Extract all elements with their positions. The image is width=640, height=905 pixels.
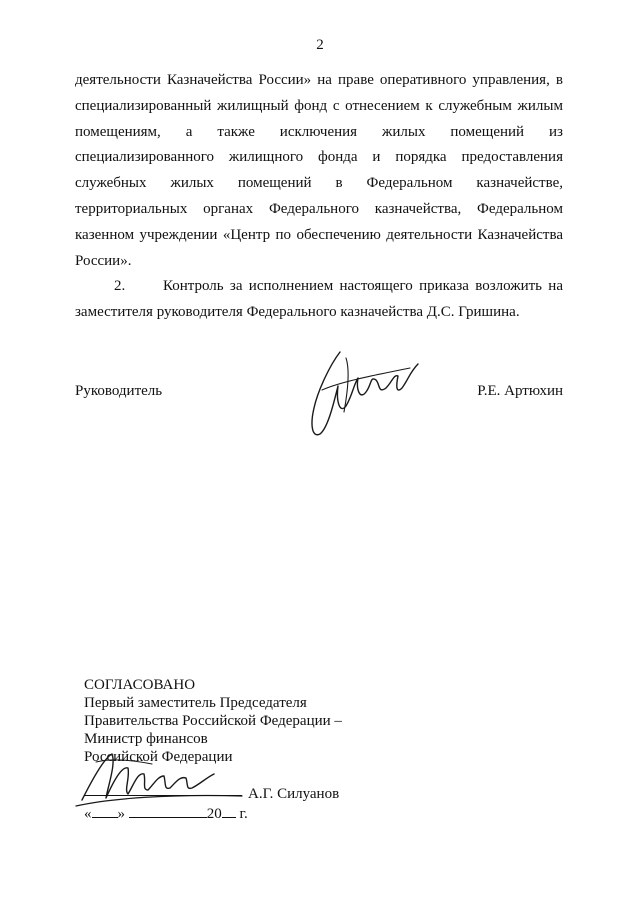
year-blank <box>222 805 236 818</box>
document-body <box>75 68 563 326</box>
date-close-quote: » <box>117 806 125 822</box>
signatory-name: Р.Е. Артюхин <box>477 383 563 399</box>
approver-name: А.Г. Силуанов <box>248 786 340 802</box>
signatory-position: Руководитель <box>75 383 163 399</box>
approval-line-3: Министр финансов <box>84 731 208 747</box>
date-year-prefix: 20 <box>206 806 222 822</box>
approval-line-1: Первый заместитель Председателя <box>84 695 307 711</box>
day-blank <box>92 805 118 818</box>
approval-date-line <box>84 805 248 823</box>
month-blank <box>129 805 207 818</box>
page-number: 2 <box>316 37 324 53</box>
body-paragraph-continued: деятельности Казначейства России» на праве оперативного управления, в специализированный жилищный фонд с отнесением к служебным жилым помещениям, а также исключения жилых помещений из специализированного жилищного фонда и порядка предоставления служебных жилых помещений в Федеральном казначействе, территориальных органах Федерального казначейства, Федеральном казенном учреждении «Центр по обеспечению деятельности Казначейства России». <box>75 72 563 269</box>
date-open-quote: « <box>84 806 92 822</box>
date-suffix: г. <box>239 806 248 822</box>
handwritten-signature-director <box>300 350 425 440</box>
body-paragraph-item-2: 2. Контроль за исполнением настоящего приказа возложить на заместителя руководителя Федерального казначейства Д.С. Гришина. <box>75 278 563 321</box>
approval-line-2: Правительства Российской Федерации – <box>84 713 342 729</box>
approval-line-4: Российской Федерации <box>84 749 233 765</box>
signature-blank <box>84 795 242 796</box>
approval-heading: СОГЛАСОВАНО <box>84 677 196 693</box>
minister-signature-line <box>84 786 339 803</box>
